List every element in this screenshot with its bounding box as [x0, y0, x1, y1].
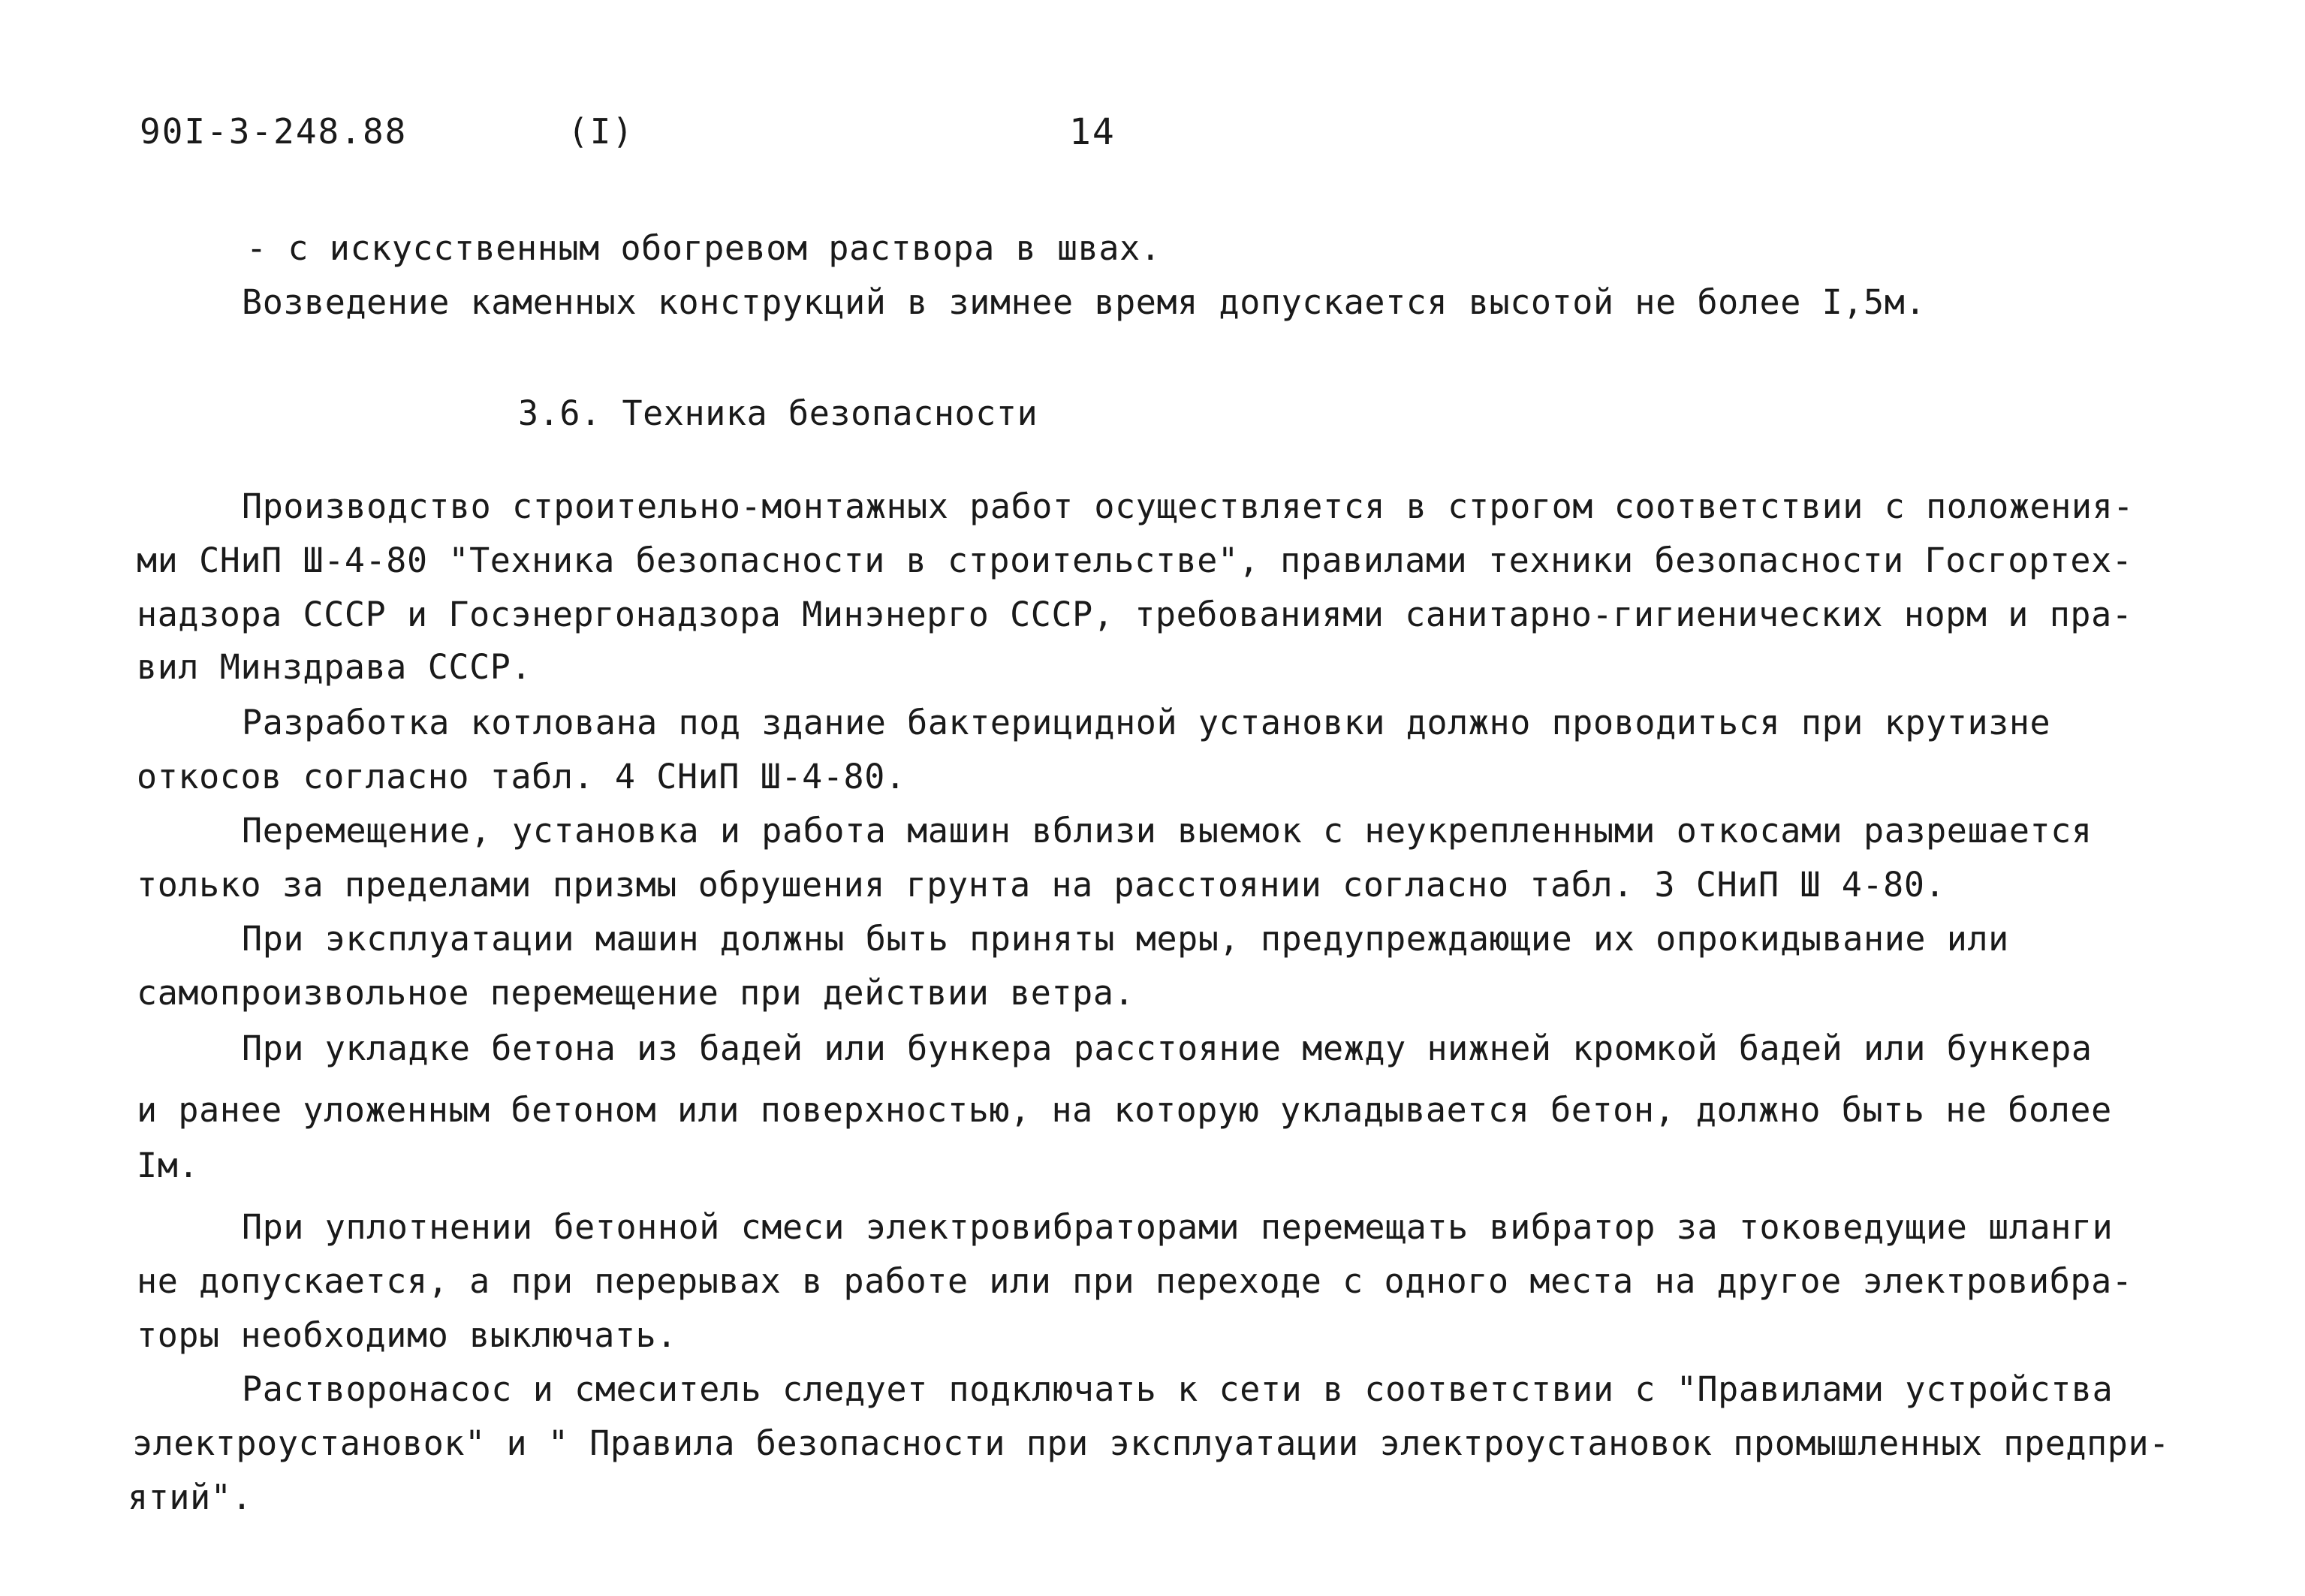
- paragraph-line: При укладке бетона из бадей или бункера расстояние между нижней кромкой бадей или бункера: [242, 1028, 2093, 1068]
- section-heading: 3.6. Техника безопасности: [518, 393, 1038, 433]
- paragraph-line: не допускается, а при перерывах в работе или при переходе с одного места на другое электровибра-: [137, 1261, 2133, 1301]
- paragraph-line: ятий".: [128, 1477, 253, 1517]
- paragraph-line: ми СНиП Ш-4-80 "Техника безопасности в строительстве", правилами техники безопасности Госгортех-: [137, 541, 2133, 580]
- sheet-mark: (I): [568, 111, 635, 152]
- paragraph-line: только за пределами призмы обрушения грунта на расстоянии согласно табл. 3 СНиП Ш 4-80.: [137, 865, 1946, 905]
- intro-line: - с искусственным обогревом раствора в швах.: [246, 228, 1162, 268]
- page-number: 14: [1069, 111, 1116, 153]
- intro-line: Возведение каменных конструкций в зимнее время допускается высотой не более I,5м.: [242, 282, 1927, 322]
- paragraph-line: самопроизвольное перемещение при действии ветра.: [137, 973, 1135, 1013]
- paragraph-line: надзора СССР и Госэнергонадзора Минэнерго СССР, требованиями санитарно-гигиенических норм и пра-: [137, 595, 2133, 634]
- paragraph-line: Перемещение, установка и работа машин вблизи выемок с неукрепленными откосами разрешается: [242, 811, 2093, 851]
- paragraph-line: электроустановок" и " Правила безопасности при эксплуатации электроустановок промышленных предпри-: [132, 1423, 2170, 1463]
- paragraph-line: торы необходимо выключать.: [137, 1315, 677, 1355]
- paragraph-line: вил Минздрава СССР.: [137, 647, 532, 687]
- paragraph-line: Производство строительно-монтажных работ осуществляется в строгом соответствии с положения-: [242, 486, 2134, 526]
- document-code: 90I-3-248.88: [140, 111, 408, 152]
- paragraph-line: и ранее уложенным бетоном или поверхностью, на которую укладывается бетон, должно быть не более: [137, 1090, 2112, 1130]
- paragraph-line: откосов согласно табл. 4 СНиП Ш-4-80.: [137, 757, 906, 796]
- paragraph-line: Разработка котлована под здание бактерицидной установки должно проводиться при крутизне: [242, 703, 2051, 742]
- paragraph-line: Iм.: [137, 1146, 200, 1185]
- paragraph-line: Растворонасос и смеситель следует подключать к сети в соответствии с "Правилами устройства: [242, 1369, 2114, 1409]
- paragraph-line: При эксплуатации машин должны быть приняты меры, предупреждающие их опрокидывание или: [242, 919, 2009, 959]
- paragraph-line: При уплотнении бетонной смеси электровибраторами перемещать вибратор за токоведущие шланги: [242, 1207, 2114, 1247]
